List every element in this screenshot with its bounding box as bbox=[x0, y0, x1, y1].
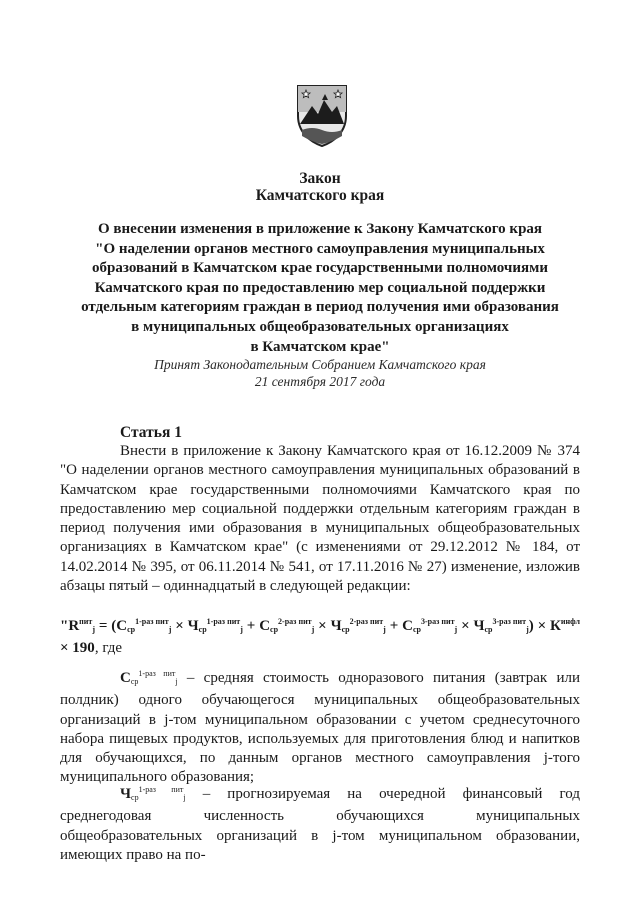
definition-subscript: j bbox=[175, 677, 178, 686]
formula-subscript: j bbox=[92, 625, 95, 634]
formula-symbol: К bbox=[550, 618, 561, 634]
definition-text bbox=[60, 780, 580, 865]
law-name-line: Камчатского края по предоставлению мер социальной поддержки bbox=[94, 279, 546, 296]
article-paragraph bbox=[60, 442, 580, 596]
formula-superscript: пит bbox=[79, 617, 93, 626]
formula-symbol: С bbox=[259, 618, 271, 634]
adoption-line: Принят Законодательным Собранием Камчатского края bbox=[154, 357, 486, 372]
law-name-line: в муниципальных общеобразовательных организациях bbox=[131, 318, 509, 335]
formula-symbol: Ч bbox=[187, 618, 199, 634]
formula-subscript: ср bbox=[198, 625, 207, 634]
law-name-line: О внесении изменения в приложение к Закону Камчатского края bbox=[97, 221, 543, 237]
formula-superscript: 2-раз пит bbox=[349, 617, 384, 626]
definition-subscript: ср bbox=[131, 793, 139, 802]
formula-superscript: 1-раз пит bbox=[206, 617, 241, 626]
formula-subscript: ср bbox=[127, 625, 136, 634]
definition-paragraph bbox=[60, 780, 580, 865]
definition-superscript: 1-раз пит bbox=[138, 785, 184, 794]
definition-subscript: j bbox=[183, 793, 186, 802]
formula-operator: ) bbox=[528, 618, 534, 634]
article-heading: Статья 1 bbox=[120, 424, 182, 441]
coat-of-arms-icon bbox=[292, 82, 352, 148]
law-name-line: образований в Камчатском крае государственными полномочиями bbox=[92, 260, 548, 277]
formula-symbol: Ч bbox=[473, 618, 485, 634]
formula-superscript: 1-раз пит bbox=[135, 617, 169, 626]
law-name-line: в Камчатском крае" bbox=[250, 338, 390, 355]
formula-subscript: ср bbox=[412, 625, 421, 634]
formula-superscript: 2-раз пит bbox=[278, 617, 312, 626]
definition-symbol: Ч bbox=[120, 786, 132, 802]
adoption-note bbox=[60, 357, 580, 390]
law-name-line: отдельным категориям граждан в период получения ими образования bbox=[81, 299, 559, 316]
formula-symbol: Ч bbox=[330, 618, 342, 634]
formula-subscript: ср bbox=[484, 625, 493, 634]
formula-subscript: j bbox=[526, 625, 529, 634]
formula-subscript: ср bbox=[341, 625, 350, 634]
formula-operator: × bbox=[457, 618, 474, 634]
formula-subscript: j bbox=[383, 625, 386, 634]
definition-paragraph bbox=[60, 664, 580, 788]
formula-subscript: j bbox=[311, 625, 315, 634]
formula-symbol: С bbox=[116, 618, 128, 634]
formula-operator: + bbox=[242, 618, 260, 634]
formula-operator: + bbox=[385, 618, 403, 634]
formula-operator: × bbox=[533, 618, 551, 634]
formula-operator: × bbox=[171, 618, 188, 634]
title-line: Камчатского края bbox=[255, 187, 385, 204]
law-title bbox=[60, 170, 580, 204]
formula-superscript: 3-раз пит bbox=[420, 617, 455, 626]
definition-subscript: ср bbox=[130, 677, 139, 686]
law-name-line: "О наделении органов местного самоуправления муниципальных bbox=[95, 240, 545, 257]
formula-symbol: С bbox=[402, 618, 413, 634]
adoption-date: 21 сентября 2017 года bbox=[254, 373, 386, 389]
formula-where: , где bbox=[94, 640, 123, 657]
definition-body: – прогнозируемая на очередной финансовый год среднегодовая численность обучающихся муниципальных общеобразовательных организаций в j-том муниципальном образовании, имеющих право на по- bbox=[60, 786, 581, 863]
title-line: Закон bbox=[299, 170, 341, 187]
law-name bbox=[60, 220, 580, 357]
formula-operator: = ( bbox=[95, 618, 117, 634]
formula-subscript: j bbox=[240, 625, 243, 634]
formula-superscript: инфл bbox=[560, 617, 580, 626]
definition-superscript: 1-раз пит bbox=[138, 669, 176, 678]
formula-subscript: j bbox=[454, 625, 458, 634]
formula-superscript: 3-раз пит bbox=[492, 617, 527, 626]
definition-symbol: С bbox=[120, 670, 131, 686]
formula-constant: × 190 bbox=[60, 640, 95, 657]
definition-body: – средняя стоимость одноразового питания (завтрак или полдник) одного обучающегося муниципальных общеобразовательных организаций в j-том муниципальном образовании с учетом среднесуточного набора пищевых продуктов, используемых для приготовления блюд и напитков для обучающихся, по данным органов местного самоуправления j-того муниципального образования; bbox=[60, 670, 580, 786]
formula-subscript: ср bbox=[270, 625, 279, 634]
formula-symbol: "R bbox=[60, 618, 80, 634]
formula-subscript: j bbox=[168, 625, 172, 634]
formula-operator: × bbox=[314, 618, 331, 634]
definition-text bbox=[60, 664, 580, 788]
formula bbox=[60, 612, 580, 659]
paragraph-text: Внести в приложение к Закону Камчатского края от 16.12.2009 № 374 "О наделении органов местного самоуправления муниципальных образований в Камчатском крае государственными полномочиями Камчатского края по предоставлению мер социальной поддержки отдельным категориям граждан в период получения ими образования в муниципальных общеобразовательных организациях в Камчатском крае" (с изменениями от 29.12.2012 № 184, от 14.02.2014 № 395, от 06.11.2014 № 541, от 17.11.2016 № 27) изменение, изложив абзацы пятый – одиннадцатый в следующей редакции: bbox=[60, 443, 580, 595]
